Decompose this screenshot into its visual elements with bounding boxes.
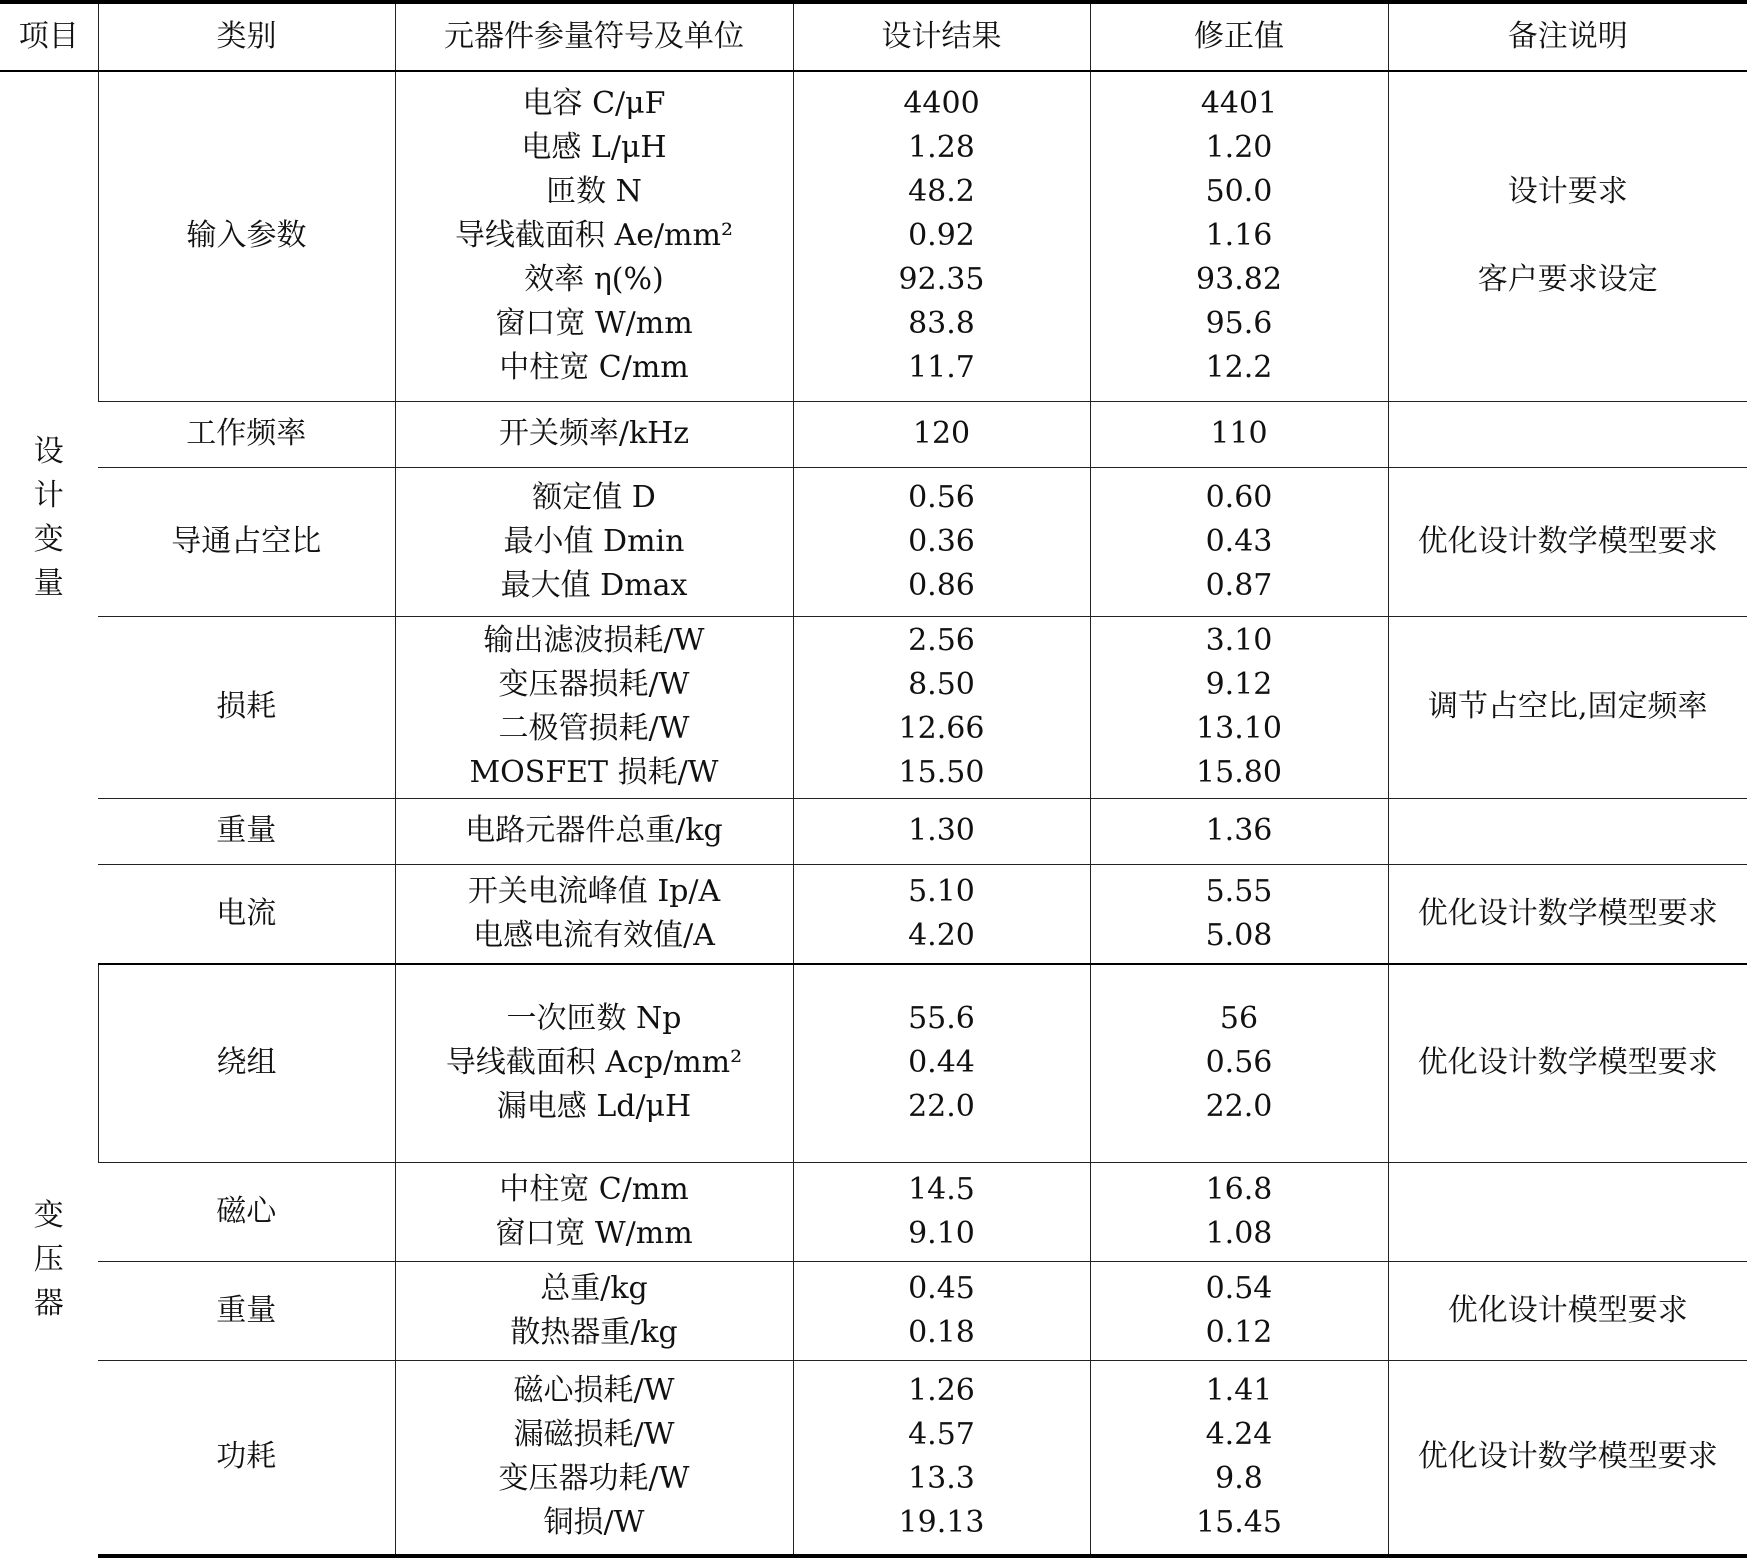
note-cell: 优化设计数学模型要求 — [1388, 1360, 1747, 1556]
table-row — [0, 1261, 1747, 1360]
design-value-cell: 0.56 0.36 0.86 — [793, 467, 1090, 616]
header-corrected-value: 修正值 — [1090, 2, 1388, 71]
header-notes: 备注说明 — [1388, 2, 1747, 71]
note-cell — [1388, 798, 1747, 864]
param-cell: 中柱宽 C/mm 窗口宽 W/mm — [395, 1162, 793, 1261]
corrected-value-cell: 56 0.56 22.0 — [1090, 964, 1388, 1162]
corrected-value-cell: 1.41 4.24 9.8 15.45 — [1090, 1360, 1388, 1556]
table-row — [0, 616, 1747, 798]
design-value-cell: 4400 1.28 48.2 0.92 92.35 83.8 11.7 — [793, 71, 1090, 401]
note-cell: 优化设计数学模型要求 — [1388, 467, 1747, 616]
table-row — [0, 798, 1747, 864]
design-value-cell: 55.6 0.44 22.0 — [793, 964, 1090, 1162]
note-cell: 优化设计数学模型要求 — [1388, 964, 1747, 1162]
category-cell: 功耗 — [98, 1360, 395, 1556]
param-cell: 一次匝数 Np 导线截面积 Acp/mm² 漏电感 Ld/μH — [395, 964, 793, 1162]
category-cell: 输入参数 — [98, 71, 395, 401]
param-cell: 开关电流峰值 Ip/A 电感电流有效值/A — [395, 864, 793, 964]
table-row — [0, 864, 1747, 964]
header-row — [0, 2, 1747, 71]
param-cell: 磁心损耗/W 漏磁损耗/W 变压器功耗/W 铜损/W — [395, 1360, 793, 1556]
design-value-cell: 5.10 4.20 — [793, 864, 1090, 964]
design-value-cell: 2.56 8.50 12.66 15.50 — [793, 616, 1090, 798]
corrected-value-cell: 110 — [1090, 401, 1388, 467]
table-row — [0, 964, 1747, 1162]
category-cell: 电流 — [98, 864, 395, 964]
note-cell — [1388, 401, 1747, 467]
design-value-cell: 1.30 — [793, 798, 1090, 864]
category-cell: 绕组 — [98, 964, 395, 1162]
design-value-cell: 120 — [793, 401, 1090, 467]
table-row — [0, 401, 1747, 467]
corrected-value-cell: 4401 1.20 50.0 1.16 93.82 95.6 12.2 — [1090, 71, 1388, 401]
corrected-value-cell: 0.54 0.12 — [1090, 1261, 1388, 1360]
table-row — [0, 1162, 1747, 1261]
section-label-design-vars: 设 计 变 量 — [33, 434, 64, 601]
category-cell: 工作频率 — [98, 401, 395, 467]
table-row — [0, 71, 1747, 401]
note-cell: 调节占空比,固定频率 — [1388, 616, 1747, 798]
design-value-cell: 14.5 9.10 — [793, 1162, 1090, 1261]
param-cell: 额定值 D 最小值 Dmin 最大值 Dmax — [395, 467, 793, 616]
corrected-value-cell: 16.8 1.08 — [1090, 1162, 1388, 1261]
category-cell: 导通占空比 — [98, 467, 395, 616]
category-cell: 重量 — [98, 1261, 395, 1360]
note-cell: 设计要求 客户要求设定 — [1388, 71, 1747, 401]
note-cell: 优化设计数学模型要求 — [1388, 864, 1747, 964]
header-design-result: 设计结果 — [793, 2, 1090, 71]
category-cell: 重量 — [98, 798, 395, 864]
param-cell: 总重/kg 散热器重/kg — [395, 1261, 793, 1360]
header-category: 类别 — [98, 2, 395, 71]
design-value-cell: 0.45 0.18 — [793, 1261, 1090, 1360]
param-cell: 输出滤波损耗/W 变压器损耗/W 二极管损耗/W MOSFET 损耗/W — [395, 616, 793, 798]
corrected-value-cell: 5.55 5.08 — [1090, 864, 1388, 964]
corrected-value-cell: 0.60 0.43 0.87 — [1090, 467, 1388, 616]
param-cell: 电容 C/μF 电感 L/μH 匝数 N 导线截面积 Ae/mm² 效率 η(%) 窗口宽 W/mm 中柱宽 C/mm — [395, 71, 793, 401]
corrected-value-cell: 1.36 — [1090, 798, 1388, 864]
header-param: 元器件参量符号及单位 — [395, 2, 793, 71]
corrected-value-cell: 3.10 9.12 13.10 15.80 — [1090, 616, 1388, 798]
design-value-cell: 1.26 4.57 13.3 19.13 — [793, 1360, 1090, 1556]
param-cell: 开关频率/kHz — [395, 401, 793, 467]
section-label-transformer: 变 压 器 — [33, 1198, 64, 1321]
category-cell: 磁心 — [98, 1162, 395, 1261]
table-row — [0, 1360, 1747, 1556]
note-cell — [1388, 1162, 1747, 1261]
header-item: 项目 — [0, 2, 98, 71]
param-cell: 电路元器件总重/kg — [395, 798, 793, 864]
category-cell: 损耗 — [98, 616, 395, 798]
note-cell: 优化设计模型要求 — [1388, 1261, 1747, 1360]
table-row — [0, 467, 1747, 616]
